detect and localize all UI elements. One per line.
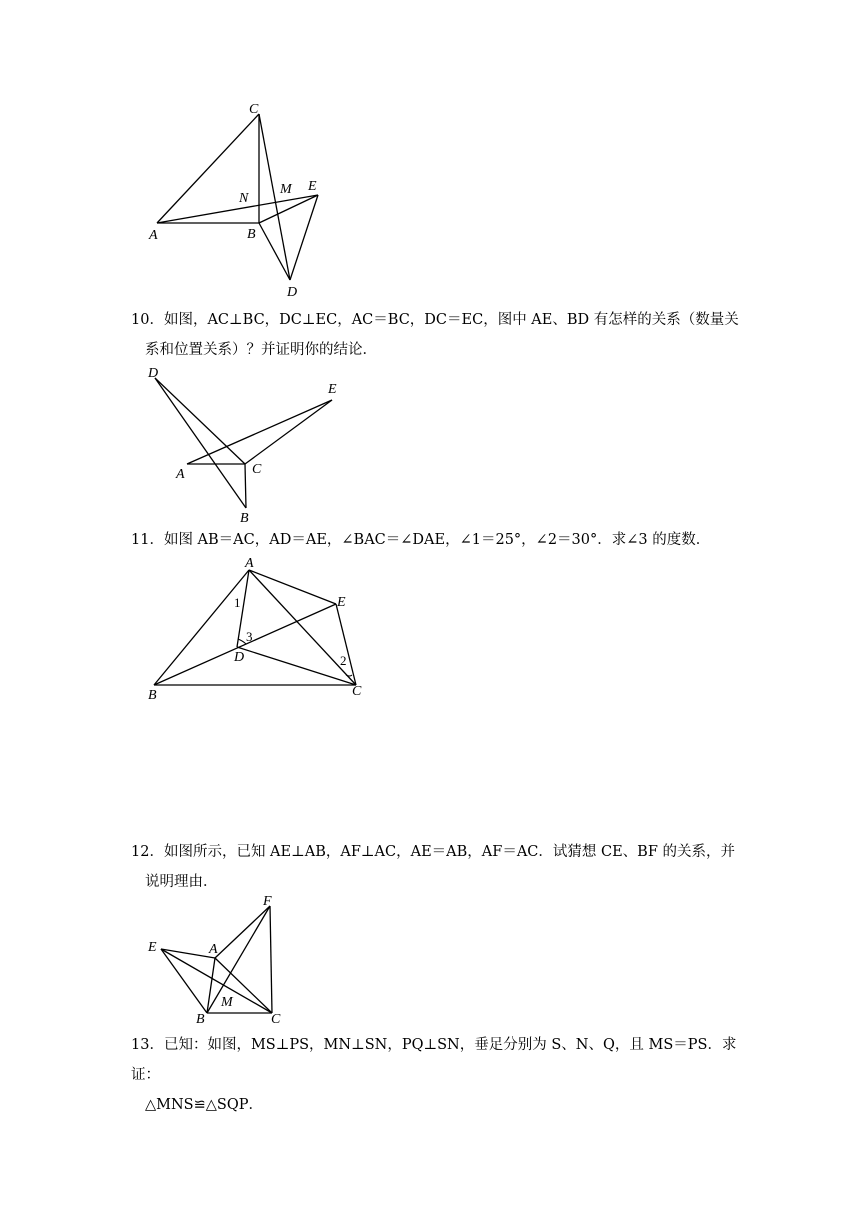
figure-11 bbox=[140, 555, 380, 705]
label-m: M bbox=[280, 182, 292, 197]
label-c: C bbox=[271, 1012, 281, 1027]
segment-fc bbox=[270, 906, 272, 1013]
segment-ae bbox=[157, 195, 318, 223]
question-13 bbox=[131, 1030, 751, 1120]
label-angle-3: 3 bbox=[246, 629, 253, 644]
label-a: A bbox=[176, 467, 185, 482]
label-d: D bbox=[234, 650, 245, 665]
label-c: C bbox=[252, 462, 262, 477]
segment-be bbox=[154, 604, 336, 685]
segment-bd bbox=[259, 223, 290, 280]
segment-ab bbox=[154, 570, 249, 685]
label-a: A bbox=[245, 556, 254, 571]
segment-be bbox=[259, 195, 318, 223]
segment-db bbox=[155, 378, 246, 508]
question-13-line1: 13．已知：如图，MS⊥PS，MN⊥SN，PQ⊥SN，垂足分别为 S、N、Q，且 MS＝PS．求证： bbox=[131, 1037, 737, 1083]
label-c: C bbox=[249, 102, 259, 117]
figure-12 bbox=[140, 893, 320, 1033]
label-e: E bbox=[328, 382, 337, 397]
label-n: N bbox=[239, 191, 249, 206]
label-d: D bbox=[148, 366, 159, 381]
segment-ec bbox=[336, 604, 356, 685]
segment-cd bbox=[259, 114, 290, 280]
segment-ab bbox=[207, 958, 215, 1013]
segment-dc bbox=[155, 378, 245, 464]
segment-cb bbox=[245, 464, 246, 508]
segment-ac bbox=[157, 114, 259, 223]
question-11 bbox=[131, 525, 751, 555]
label-d: D bbox=[287, 285, 298, 300]
segment-eb bbox=[161, 949, 207, 1013]
question-12 bbox=[131, 837, 751, 897]
label-angle-1: 1 bbox=[234, 595, 241, 610]
label-angle-2: 2 bbox=[340, 653, 347, 668]
label-b: B bbox=[196, 1012, 205, 1027]
label-e: E bbox=[148, 940, 157, 955]
segment-ed bbox=[290, 195, 318, 280]
segment-af bbox=[215, 906, 270, 958]
question-10 bbox=[131, 305, 751, 365]
label-a: A bbox=[209, 942, 218, 957]
label-b: B bbox=[240, 511, 249, 526]
label-a: A bbox=[149, 228, 158, 243]
figure-12-svg bbox=[140, 893, 320, 1033]
question-12-line1: 12．如图所示，已知 AE⊥AB，AF⊥AC，AE＝AB，AF＝AC．试猜想 CE、BF 的关系，并 bbox=[131, 844, 736, 860]
question-10-line1: 10．如图，AC⊥BC，DC⊥EC，AC＝BC，DC＝EC，图中 AE、BD 有怎样的关系（数量关 bbox=[131, 312, 739, 328]
label-e: E bbox=[308, 179, 317, 194]
question-13-line2: △MNS≌△SQP． bbox=[145, 1097, 263, 1113]
figure-10 bbox=[140, 360, 360, 530]
label-m: M bbox=[221, 995, 233, 1010]
figure-10-svg bbox=[140, 360, 360, 530]
segment-ae bbox=[249, 570, 336, 604]
question-12-line2: 说明理由． bbox=[145, 874, 218, 890]
angle-2-arc bbox=[346, 675, 352, 676]
figure-9-svg bbox=[140, 95, 360, 305]
figure-9 bbox=[140, 95, 360, 305]
question-10-line2: 系和位置关系）？并证明你的结论． bbox=[145, 342, 377, 358]
label-b: B bbox=[247, 227, 256, 242]
segment-ae bbox=[187, 400, 332, 464]
label-f: F bbox=[263, 894, 272, 909]
label-b: B bbox=[148, 688, 157, 703]
label-e: E bbox=[337, 595, 346, 610]
label-c: C bbox=[352, 684, 362, 699]
figure-11-svg bbox=[140, 555, 380, 705]
question-11-line1: 11．如图 AB＝AC，AD＝AE，∠BAC＝∠DAE，∠1＝25°，∠2＝30°．求∠3 的度数． bbox=[131, 532, 711, 548]
angle-3-arc bbox=[238, 639, 246, 644]
